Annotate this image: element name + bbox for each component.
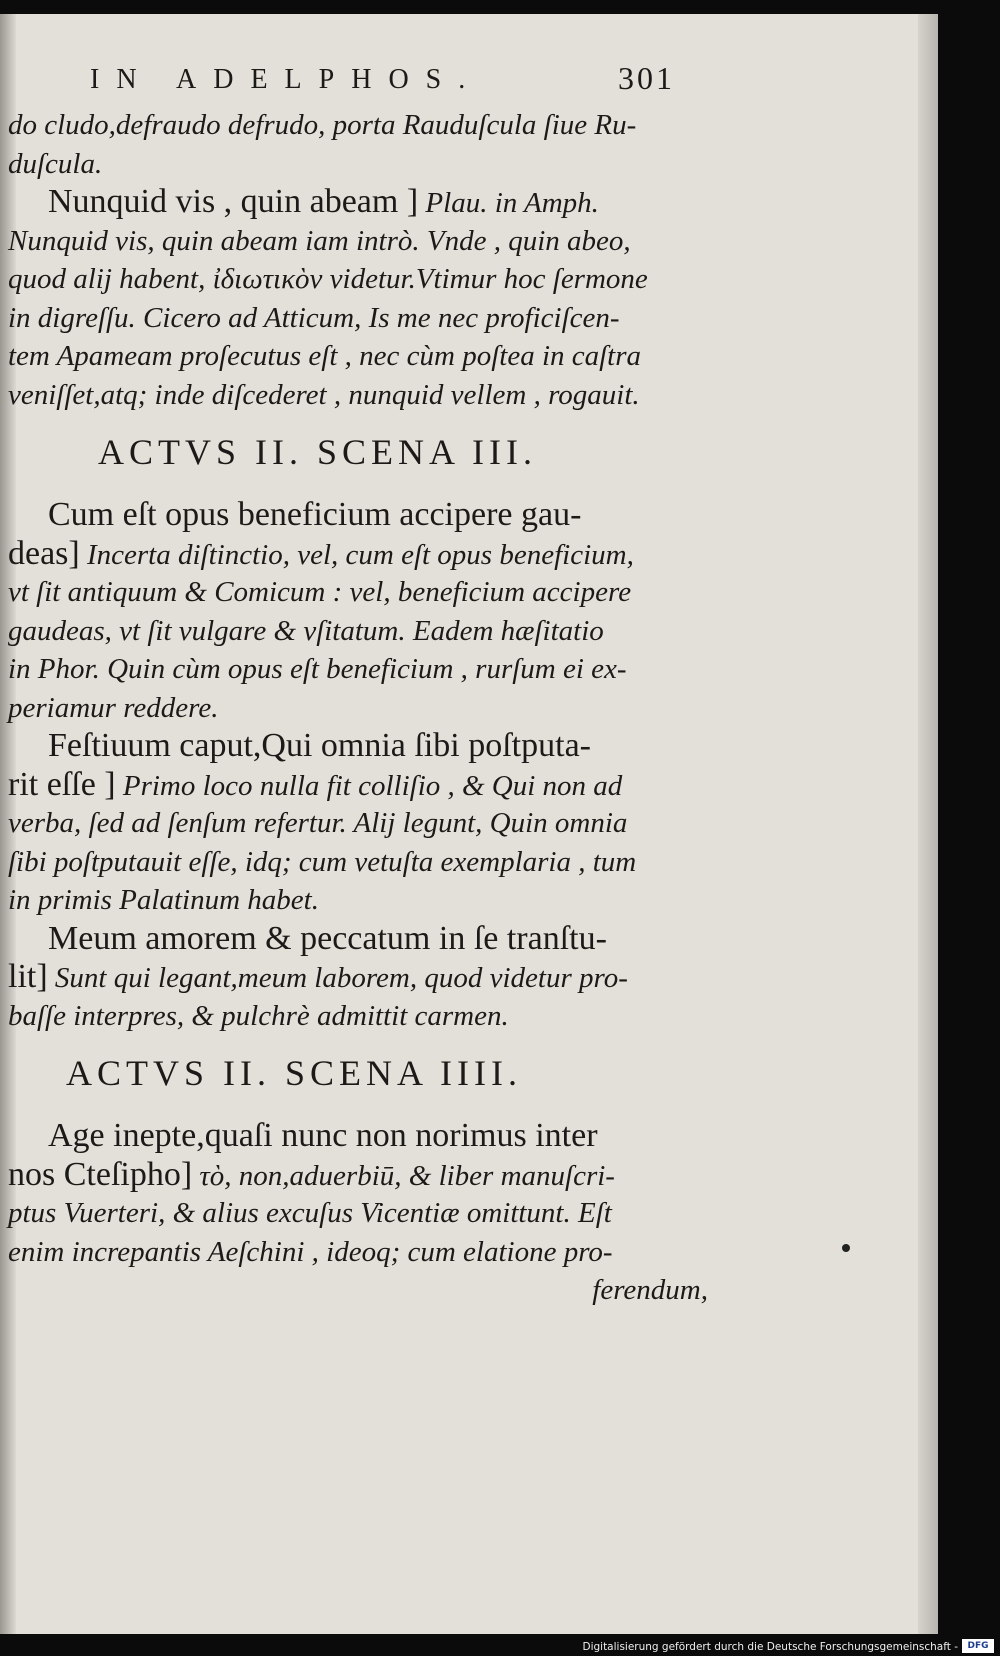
text-line — [8, 496, 708, 535]
text-line — [8, 106, 708, 145]
text-line — [8, 612, 708, 651]
commentary-text: Sunt qui legant,meum laborem, quod videtur pro- — [47, 962, 628, 994]
text-line — [8, 1117, 708, 1156]
commentary-text: in digreſſu. Cicero ad Atticum, Is me nec proficiſcen- — [8, 301, 620, 334]
funding-credit: Digitalisierung gefördert durch die Deutsche Forschungsgemeinschaft - — [582, 1641, 958, 1653]
lemma: Feſtiuum caput,Qui omnia ſibi poſtputa- — [48, 727, 591, 764]
commentary-text: Incerta diſtinctio, vel, cum eſt opus beneficium, — [79, 538, 634, 571]
text-line — [8, 958, 708, 997]
commentary-text: do cludo,defraudo defrudo, porta Rauduſcula ſiue Ru- — [8, 109, 637, 141]
commentary-text: Nunquid vis, quin abeam iam intrò. Vnde , quin abeo, — [8, 224, 631, 257]
lemma: deas] — [8, 534, 80, 572]
dfg-logo: DFG — [962, 1639, 994, 1653]
ink-spot — [842, 1244, 850, 1252]
text-line — [8, 1156, 708, 1195]
text-line — [8, 997, 708, 1036]
text-line — [8, 920, 708, 959]
text-line — [8, 881, 708, 920]
text-line — [8, 843, 708, 882]
commentary-text: baſſe interpres, & pulchrè admittit carmen. — [8, 999, 509, 1032]
commentary-text: vt ſit antiquum & Comicum : vel, beneficium accipere — [8, 576, 632, 608]
lemma: Meum amorem & peccatum in ſe tranſtu- — [48, 919, 607, 957]
commentary-text: in Phor. Quin cùm opus eſt beneficium , rurſum ei ex- — [8, 653, 627, 685]
page-number: 301 — [618, 60, 675, 96]
lemma: nos Cteſipho] — [8, 1155, 193, 1193]
lemma: Nunquid vis , quin abeam ] — [48, 183, 419, 220]
running-header — [90, 62, 708, 106]
lemma: Cum eſt opus beneficium accipere gau- — [48, 496, 582, 533]
page-edge — [918, 14, 938, 1634]
scene-heading-2: ACTVS II. SCENA IIII. — [66, 1053, 522, 1093]
text-line — [8, 766, 708, 805]
text-line — [8, 145, 708, 184]
text-line — [8, 299, 708, 338]
catchword: ferendum, — [592, 1274, 708, 1306]
commentary-text: veniſſet,atq; inde diſcederet , nunquid vellem , rogauit. — [8, 378, 640, 411]
commentary-text: tem Apameam proſecutus eſt , nec cùm poſtea in caſtra — [8, 340, 642, 372]
commentary-text: periamur reddere. — [8, 691, 219, 724]
text-line — [8, 222, 708, 261]
running-title: IN ADELPHOS. — [90, 64, 483, 95]
commentary-text: ſibi poſtputauit eſſe, idq; cum vetuſta exemplaria , tum — [8, 845, 637, 878]
commentary-section-2 — [8, 496, 708, 1035]
scene-heading-1: ACTVS II. SCENA III. — [98, 432, 537, 472]
commentary-text: ptus Vuerteri, & alius excuſus Vicentiæ omittunt. Eſt — [8, 1197, 612, 1229]
text-line — [8, 376, 708, 415]
lemma: Age inepte,quaſi nunc non norimus inter — [48, 1117, 598, 1154]
lemma: lit] — [8, 958, 48, 995]
text-line — [8, 183, 708, 222]
text-line — [8, 804, 708, 843]
commentary-text: verba, ſed ad ſenſum refertur. Alij legunt, Quin omnia — [8, 807, 628, 839]
commentary-text: gaudeas, vt ſit vulgare & vſitatum. Eadem hæſitatio — [8, 614, 604, 647]
text-line — [8, 535, 708, 574]
commentary-text: τὸ, non,aduerbiū, & liber manuſcri- — [192, 1159, 615, 1192]
text-line — [8, 650, 708, 689]
text-line — [8, 337, 708, 376]
commentary-text: Plau. in Amph. — [418, 187, 599, 219]
text-line — [8, 689, 708, 728]
text-line — [8, 727, 708, 766]
text-line — [8, 573, 708, 612]
text-line — [8, 260, 708, 299]
commentary-text: duſcula. — [8, 147, 103, 180]
lemma: rit eſſe ] — [8, 765, 116, 803]
commentary-section-1 — [8, 106, 708, 414]
text-block — [8, 62, 708, 1310]
commentary-text: quod alij habent, ἰδιωτικὸν videtur.Vtimur hoc ſermone — [8, 263, 648, 295]
commentary-text: in primis Palatinum habet. — [8, 884, 319, 916]
text-line — [8, 1194, 708, 1233]
text-line — [8, 1233, 708, 1272]
commentary-text: Primo loco nulla fit colliſio , & Qui non ad — [115, 769, 623, 802]
commentary-section-3 — [8, 1117, 708, 1271]
commentary-text: enim increpantis Aeſchini , ideoq; cum elatione pro- — [8, 1235, 613, 1268]
